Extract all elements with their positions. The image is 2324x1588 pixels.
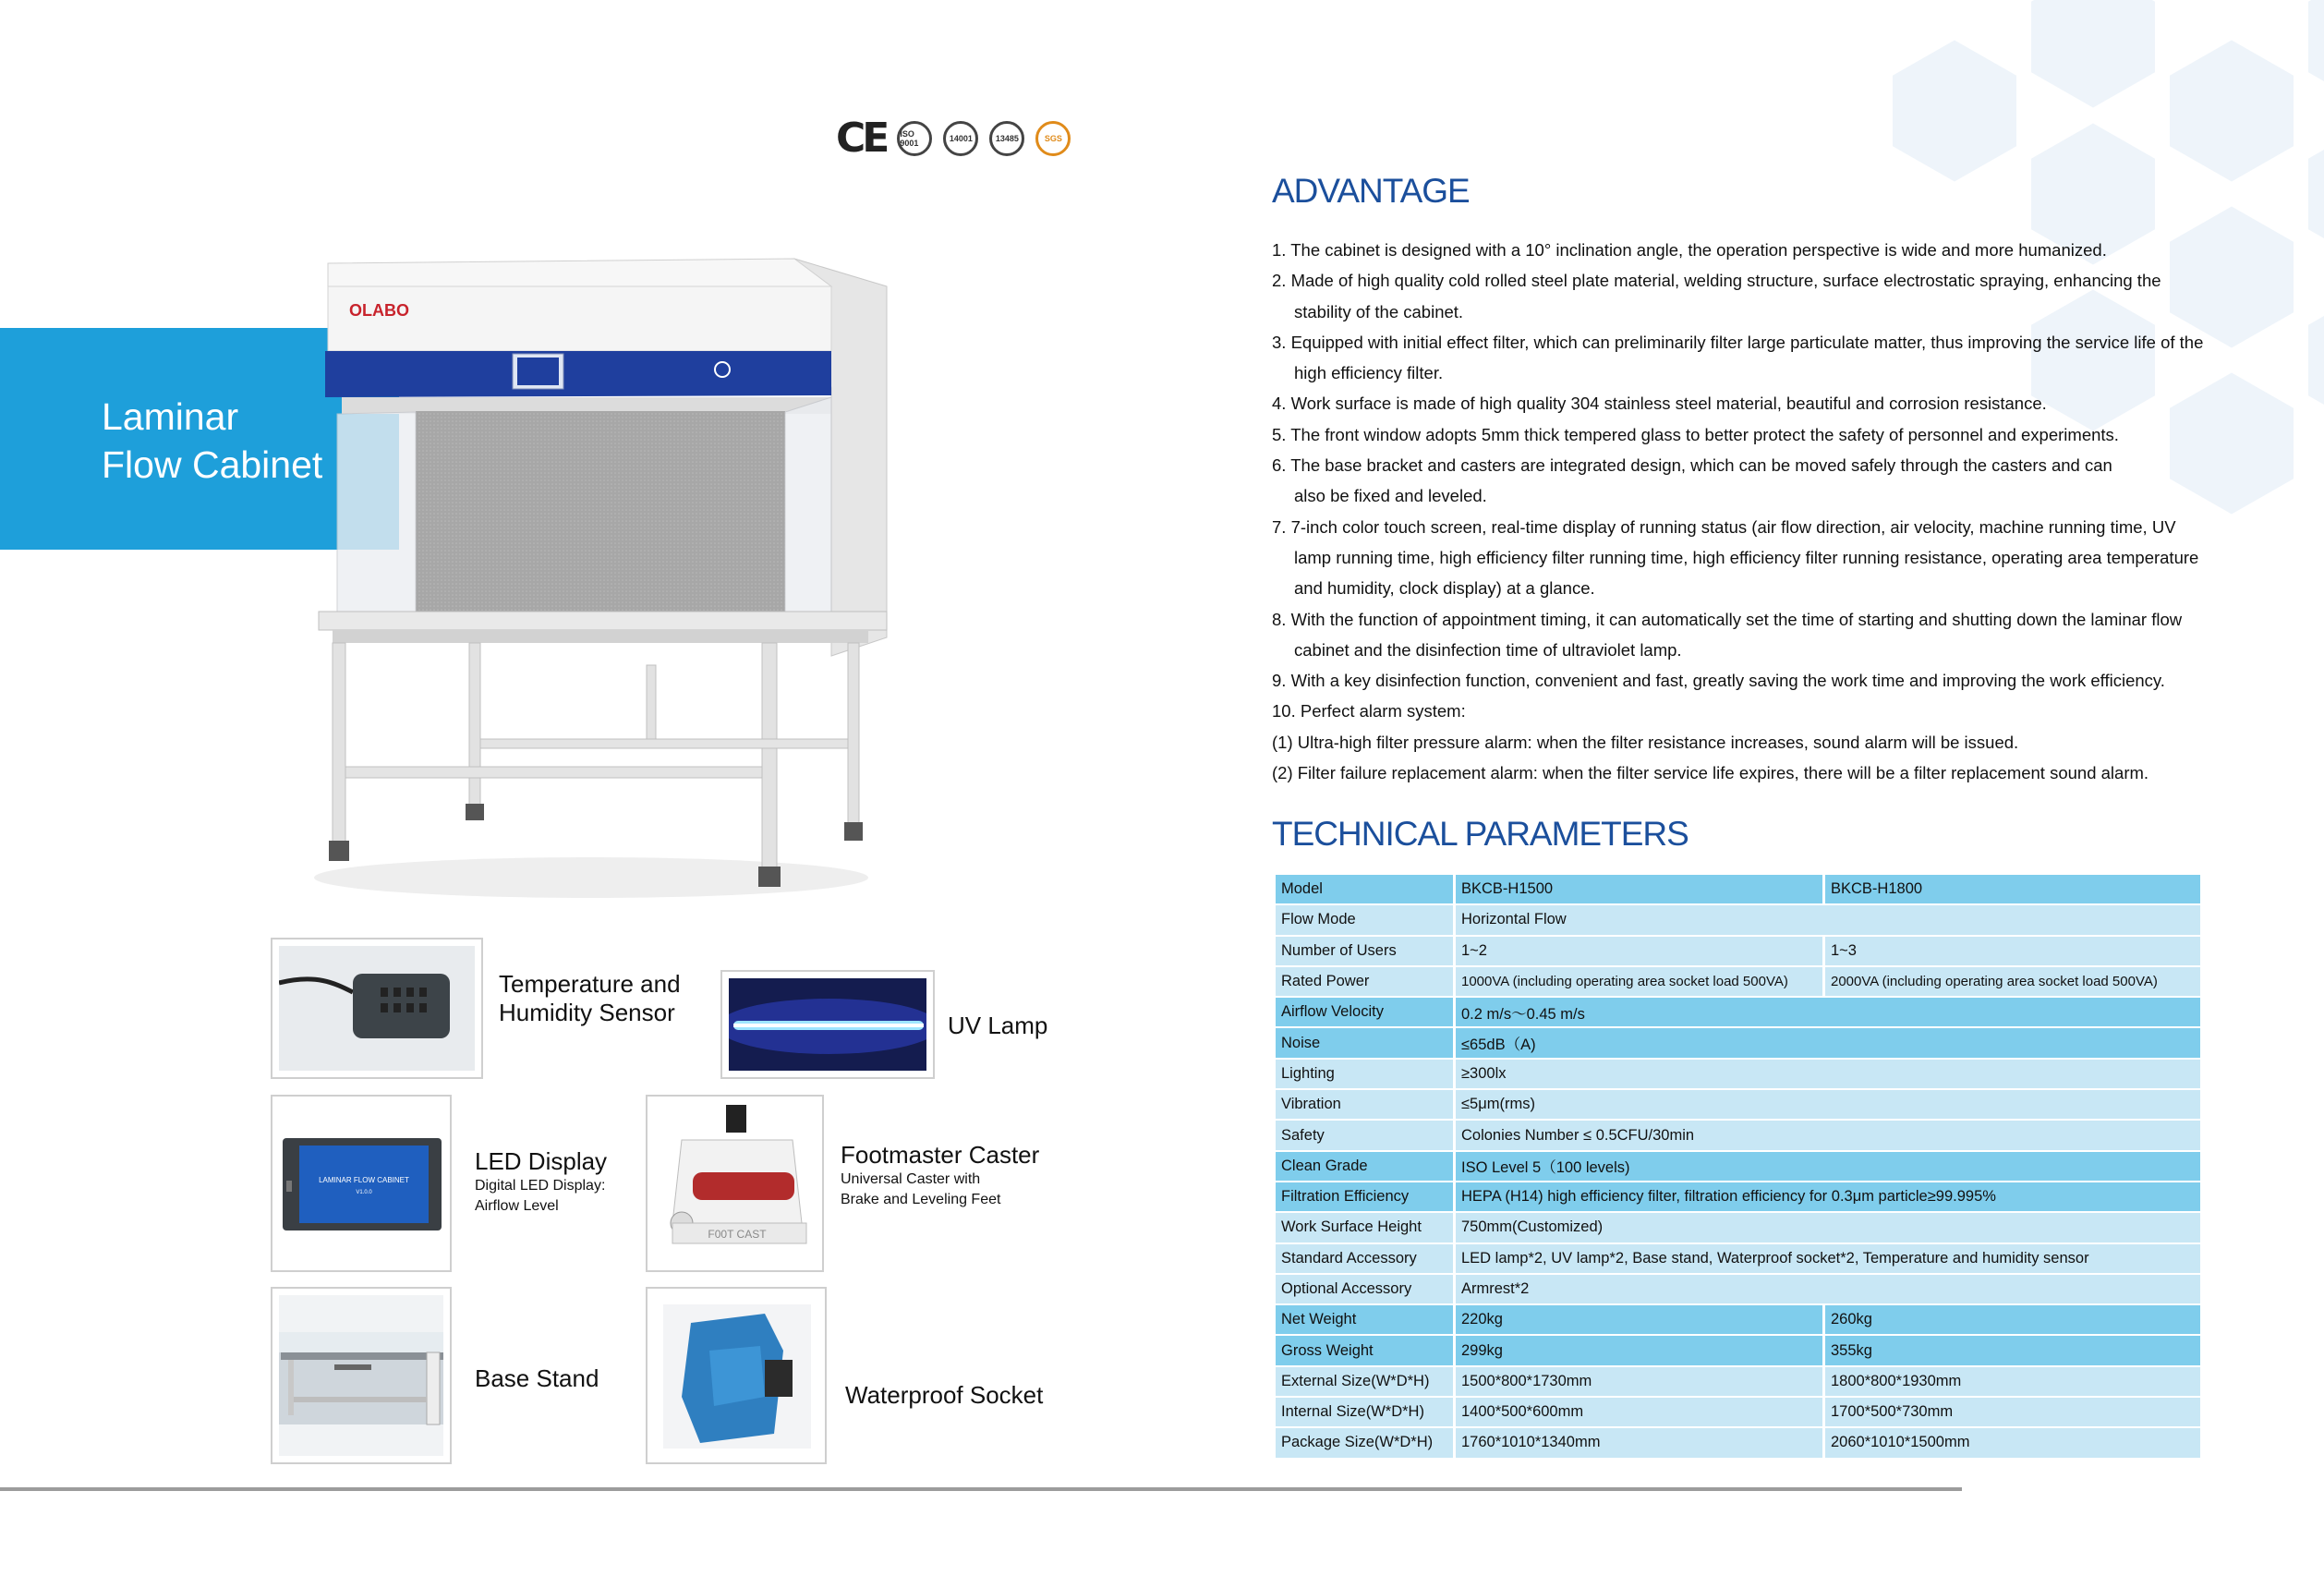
param-value: 0.2 m/s～0.45 m/s <box>1456 998 2200 1028</box>
iso9001-seal: ISO 9001 <box>897 121 932 156</box>
param-value-h1500: BKCB-H1500 <box>1456 875 1822 905</box>
param-value: LED lamp*2, UV lamp*2, Base stand, Waterproof socket*2, Temperature and humidity sensor <box>1456 1244 2200 1275</box>
uv-lamp-label: UV Lamp <box>948 1012 1048 1039</box>
param-key: Optional Accessory <box>1276 1275 1453 1305</box>
ce-mark: CE <box>836 115 887 162</box>
caster-image <box>654 1103 816 1264</box>
table-row <box>1276 937 2200 967</box>
table-row <box>1276 1428 2200 1459</box>
caster-sub2: Brake and Leveling Feet <box>841 1192 1001 1207</box>
caster-photo <box>646 1095 824 1272</box>
brand-logo: OLABO <box>349 301 409 320</box>
advantage-item: 10. Perfect alarm system: <box>1272 701 1466 721</box>
advantage-title: ADVANTAGE <box>1272 172 1470 210</box>
led-display-image <box>279 1103 443 1264</box>
sensor-image <box>279 946 475 1071</box>
table-row <box>1276 1152 2200 1182</box>
socket-photo <box>646 1287 827 1464</box>
table-row <box>1276 1305 2200 1336</box>
param-key: Package Size(W*D*H) <box>1276 1428 1453 1459</box>
sensor-photo <box>271 938 483 1079</box>
param-key: Airflow Velocity <box>1276 998 1453 1028</box>
sensor-label-line2: Humidity Sensor <box>499 999 675 1026</box>
uv-lamp-photo <box>720 970 935 1079</box>
param-value-h1500: 1760*1010*1340mm <box>1456 1428 1822 1459</box>
table-row <box>1276 1367 2200 1398</box>
base-stand-photo <box>271 1287 452 1464</box>
advantage-item: 9. With a key disinfection function, convenient and fast, greatly saving the work time and improving the work efficiency. <box>1272 671 2165 691</box>
param-value: Colonies Number ≤ 0.5CFU/30min <box>1456 1121 2200 1151</box>
advantage-item: (2) Filter failure replacement alarm: when the filter service life expires, there will be a filter replacement sound alarm. <box>1272 763 2149 783</box>
param-key: Flow Mode <box>1276 905 1453 936</box>
param-key: Filtration Efficiency <box>1276 1182 1453 1213</box>
param-value: ≤65dB（A) <box>1456 1028 2200 1059</box>
param-value-h1500: 1~2 <box>1456 937 1822 967</box>
advantage-item: 2. Made of high quality cold rolled steel plate material, welding structure, surface electrostatic spraying, enhancing the stability of the cabinet. <box>1272 271 2161 321</box>
param-value-h1800: 2060*1010*1500mm <box>1825 1428 2200 1459</box>
advantage-item: 8. With the function of appointment timing, it can automatically set the time of starting and shutting down the laminar flow cabinet and the disinfection time of ultraviolet lamp. <box>1272 609 2183 660</box>
table-row <box>1276 1213 2200 1243</box>
param-value-h1800: 1~3 <box>1825 937 2200 967</box>
param-value-h1800: 355kg <box>1825 1336 2200 1366</box>
param-key: External Size(W*D*H) <box>1276 1367 1453 1398</box>
base-stand-label: Base Stand <box>475 1364 599 1392</box>
advantage-item: 3. Equipped with initial effect filter, which can preliminarily filter large particulate matter, thus improving the service life of the high efficiency filter. <box>1272 332 2204 383</box>
led-screen-text: LAMINAR FLOW CABINET <box>319 1176 409 1184</box>
advantage-item: 4. Work surface is made of high quality 304 stainless steel material, beautiful and corrosion resistance. <box>1272 394 2047 414</box>
param-key: Safety <box>1276 1121 1453 1151</box>
tech-params-title: TECHNICAL PARAMETERS <box>1272 815 1689 853</box>
table-row <box>1276 1121 2200 1151</box>
led-screen-version: V1.0.0 <box>356 1190 372 1195</box>
param-key: Gross Weight <box>1276 1336 1453 1366</box>
param-value-h1500: 1400*500*600mm <box>1456 1398 1822 1428</box>
table-row <box>1276 1244 2200 1275</box>
iso13485-seal: 13485 <box>989 121 1024 156</box>
led-display-sub1: Digital LED Display: <box>475 1178 606 1194</box>
param-value: HEPA (H14) high efficiency filter, filtration efficiency for 0.3μm particle≥99.995% <box>1456 1182 2200 1213</box>
param-value: ISO Level 5（100 levels) <box>1456 1152 2200 1182</box>
uv-lamp-image <box>729 978 926 1071</box>
param-key: Net Weight <box>1276 1305 1453 1336</box>
param-value-h1800: 2000VA (including operating area socket load 500VA) <box>1825 967 2200 998</box>
bottom-divider <box>0 1487 1962 1491</box>
param-value-h1800: BKCB-H1800 <box>1825 875 2200 905</box>
led-display-label <box>475 1147 607 1217</box>
table-row <box>1276 905 2200 936</box>
iso14001-seal: 14001 <box>943 121 978 156</box>
led-display-photo <box>271 1095 452 1272</box>
certification-logos <box>836 115 1071 162</box>
param-value-h1500: 1500*800*1730mm <box>1456 1367 1822 1398</box>
table-row <box>1276 1182 2200 1213</box>
product-title-line1: Laminar <box>102 395 239 438</box>
product-title-line2: Flow Cabinet <box>102 443 323 486</box>
advantage-item: 7. 7-inch color touch screen, real-time display of running status (air flow direction, air velocity, machine running time, UV lamp running time, high efficiency filter running time, high efficiency filter running resistance, operating area temperature and humidity, clock display) at a glance. <box>1272 516 2199 599</box>
advantage-item: 1. The cabinet is designed with a 10° inclination angle, the operation perspective is wide and more humanized. <box>1272 240 2107 260</box>
advantage-list <box>1272 235 2214 788</box>
base-stand-image <box>279 1295 443 1456</box>
table-row <box>1276 1336 2200 1366</box>
tech-params-table <box>1273 875 2203 1460</box>
param-key: Model <box>1276 875 1453 905</box>
table-row <box>1276 998 2200 1028</box>
table-row <box>1276 1028 2200 1059</box>
param-key: Internal Size(W*D*H) <box>1276 1398 1453 1428</box>
sensor-label-line1: Temperature and <box>499 970 681 998</box>
param-value: ≥300lx <box>1456 1060 2200 1090</box>
param-value-h1500: 220kg <box>1456 1305 1822 1336</box>
param-key: Lighting <box>1276 1060 1453 1090</box>
socket-image <box>654 1295 818 1456</box>
caster-label <box>841 1141 1039 1210</box>
param-key: Vibration <box>1276 1090 1453 1121</box>
sensor-label <box>499 970 681 1027</box>
param-value-h1500: 1000VA (including operating area socket load 500VA) <box>1456 967 1822 998</box>
table-row <box>1276 875 2200 905</box>
param-value: ≤5μm(rms) <box>1456 1090 2200 1121</box>
advantage-item: 6. The base bracket and casters are integrated design, which can be moved safely through the casters and can also be fixed and leveled. <box>1272 455 2112 506</box>
param-key: Noise <box>1276 1028 1453 1059</box>
param-key: Number of Users <box>1276 937 1453 967</box>
advantage-item: (1) Ultra-high filter pressure alarm: when the filter resistance increases, sound alarm will be issued. <box>1272 732 2019 752</box>
table-row <box>1276 1275 2200 1305</box>
caster-mark: F00T CAST <box>708 1228 767 1241</box>
advantage-item: 5. The front window adopts 5mm thick tempered glass to better protect the safety of personnel and experiments. <box>1272 424 2119 444</box>
table-row <box>1276 1398 2200 1428</box>
product-title <box>102 393 322 489</box>
caster-title: Footmaster Caster <box>841 1141 1040 1169</box>
param-value: 750mm(Customized) <box>1456 1213 2200 1243</box>
param-key: Clean Grade <box>1276 1152 1453 1182</box>
param-key: Standard Accessory <box>1276 1244 1453 1275</box>
cabinet-illustration <box>296 249 924 905</box>
param-key: Rated Power <box>1276 967 1453 998</box>
param-key: Work Surface Height <box>1276 1213 1453 1243</box>
sgs-seal: SGS <box>1035 121 1071 156</box>
table-row <box>1276 967 2200 998</box>
led-display-title: LED Display <box>475 1147 608 1175</box>
param-value: Horizontal Flow <box>1456 905 2200 936</box>
param-value-h1500: 299kg <box>1456 1336 1822 1366</box>
table-row <box>1276 1060 2200 1090</box>
param-value-h1800: 1800*800*1930mm <box>1825 1367 2200 1398</box>
param-value-h1800: 1700*500*730mm <box>1825 1398 2200 1428</box>
caster-sub1: Universal Caster with <box>841 1171 981 1187</box>
led-display-sub2: Airflow Level <box>475 1198 559 1214</box>
table-row <box>1276 1090 2200 1121</box>
param-value-h1800: 260kg <box>1825 1305 2200 1336</box>
param-value: Armrest*2 <box>1456 1275 2200 1305</box>
socket-label: Waterproof Socket <box>845 1381 1044 1409</box>
